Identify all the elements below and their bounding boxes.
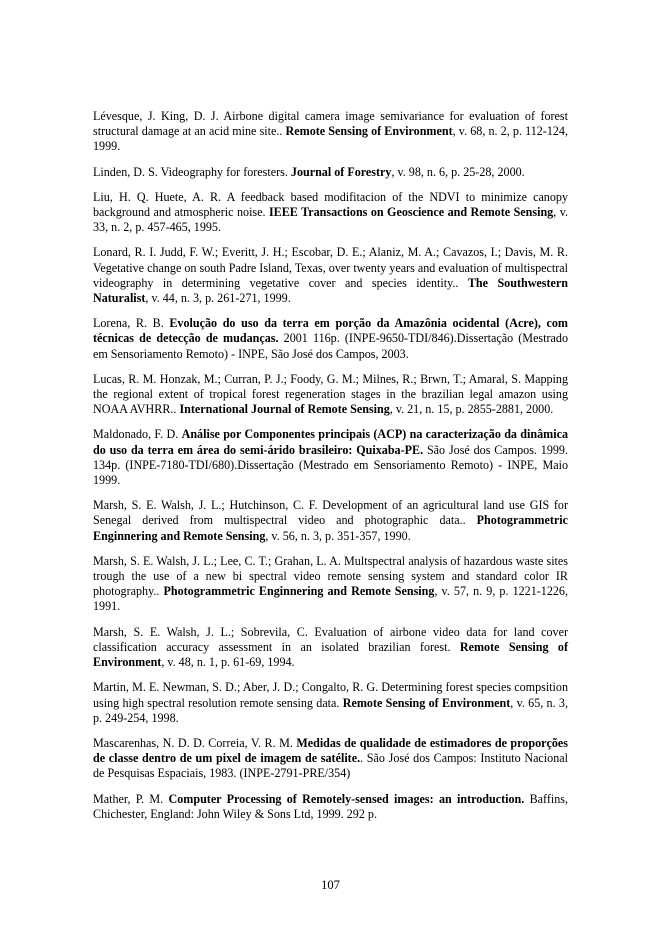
- page-number: 107: [321, 878, 340, 892]
- reference-entry: Lévesque, J. King, D. J. Airbone digital camera image semivariance for evaluation of forest structural damage at an acid mine site.. Remote Sensing of Environment, v. 68, n. 2, p. 112-124, 1999.: [93, 109, 568, 154]
- reference-source-title: Medidas de qualidade de estimadores de proporções de classe dentro de um pixel de imagem de satélite.: [93, 735, 568, 766]
- reference-source-title: Photogrammetric Enginnering and Remote Sensing: [163, 584, 435, 599]
- reference-entry: Marsh, S. E. Walsh, J. L.; Sobrevila, C. Evaluation of airbone video data for land cover classification accuracy assessment in an isolated brazilian forest. Remote Sensing of Environment, v. 48, n. 1, p. 61-69, 1994.: [93, 624, 568, 670]
- reference-entry: Mather, P. M. Computer Processing of Remotely-sensed images: an introduction. Baffins, Chichester, England: John Wiley & Sons Ltd, 1999. 292 p.: [93, 791, 568, 821]
- reference-source-title: Journal of Forestry: [290, 164, 392, 179]
- reference-source-title: The Southwestern Naturalist: [93, 275, 568, 306]
- reference-list: [93, 109, 568, 832]
- reference-source-title: Análise por Componentes principais (ACP) na caracterização da dinâmica do uso da terra em área do semi-árido brasileiro: Quixaba-PE.: [93, 427, 568, 457]
- reference-entry: Linden, D. S. Videography for foresters. Journal of Forestry, v. 98, n. 6, p. 25-28, 2000.: [93, 164, 525, 179]
- reference-source-title: Evolução do uso da terra em porção da Amazônia ocidental (Acre), com técnicas de detecção de mudanças.: [93, 316, 568, 346]
- reference-source-title: Computer Processing of Remotely-sensed images: an introduction.: [168, 791, 525, 806]
- reference-entry: Lucas, R. M. Honzak, M.; Curran, P. J.; Foody, G. M.; Milnes, R.; Brwn, T.; Amaral, S. Mapping the regional extent of tropical forest regeneration stages in the brazilian legal amazon using NOAA AVHRR.. International Journal of Remote Sensing, v. 21, n. 15, p. 2855-2881, 2000.: [93, 371, 568, 417]
- reference-source-title: Photogrammetric Enginnering and Remote Sensing: [93, 513, 568, 543]
- reference-source-title: IEEE Transactions on Geoscience and Remote Sensing: [268, 205, 554, 220]
- reference-source-title: International Journal of Remote Sensing: [179, 402, 390, 417]
- reference-entry: Mascarenhas, N. D. D. Correia, V. R. M. Medidas de qualidade de estimadores de proporções de classe dentro de um pixel de imagem de satélite.. São José dos Campos: Instituto Nacional de Pesquisas Espaciais, 1983. (INPE-2791-PRE/354): [93, 735, 568, 781]
- reference-entry: Martin, M. E. Newman, S. D.; Aber, J. D.; Congalto, R. G. Determining forest species compsition using high spectral resolution remote sensing data. Remote Sensing of Environment, v. 65, n. 3, p. 249-254, 1998.: [93, 680, 568, 725]
- reference-entry: Liu, H. Q. Huete, A. R. A feedback based modifitacion of the NDVI to minimize canopy background and atmospheric noise. IEEE Transactions on Geoscience and Remote Sensing, v. 33, n. 2, p. 457-465, 1995.: [93, 189, 568, 235]
- reference-source-title: Remote Sensing of Environment: [342, 695, 511, 710]
- reference-entry: Marsh, S. E. Walsh, J. L.; Lee, C. T.; Grahan, L. A. Multspectral analysis of hazardous waste sites trough the use of a new bi spectral video remote sensing system and standard color IR photography.. Photogrammetric Enginnering and Remote Sensing, v. 57, n. 9, p. 1221-1226, 1991.: [93, 553, 569, 614]
- reference-entry: Maldonado, F. D. Análise por Componentes principais (ACP) na caracterização da dinâmica do uso da terra em área do semi-árido brasileiro: Quixaba-PE. São José dos Campos. 1999. 134p. (INPE-7180-TDI/680).Dissertação (Mestrado em Sensoriamento Remoto) - INPE, Maio 1999.: [93, 427, 568, 488]
- reference-entry: Lorena, R. B. Evolução do uso da terra em porção da Amazônia ocidental (Acre), com técnicas de detecção de mudanças. 2001 116p. (INPE-9650-TDI/846).Dissertação (Mestrado em Sensoriamento Remoto) - INPE, São José dos Campos, 2003.: [93, 316, 568, 361]
- reference-entry: Lonard, R. I. Judd, F. W.; Everitt, J. H.; Escobar, D. E.; Alaniz, M. A.; Cavazos, I.; Davis, M. R. Vegetative change on south Padre Island, Texas, over twenty years and evaluation of multispectral videography in determining vegetative cover and species identity.. The Southwestern Naturalist, v. 44, n. 3, p. 261-271, 1999.: [93, 245, 568, 306]
- reference-source-title: Remote Sensing of Environment: [285, 124, 453, 139]
- reference-entry: Marsh, S. E. Walsh, J. L.; Hutchinson, C. F. Development of an agricultural land use GIS for Senegal derived from multispectral video and photographic data.. Photogrammetric Enginnering and Remote Sensing, v. 56, n. 3, p. 351-357, 1990.: [93, 498, 568, 543]
- reference-source-title: Remote Sensing of Environment: [93, 639, 568, 670]
